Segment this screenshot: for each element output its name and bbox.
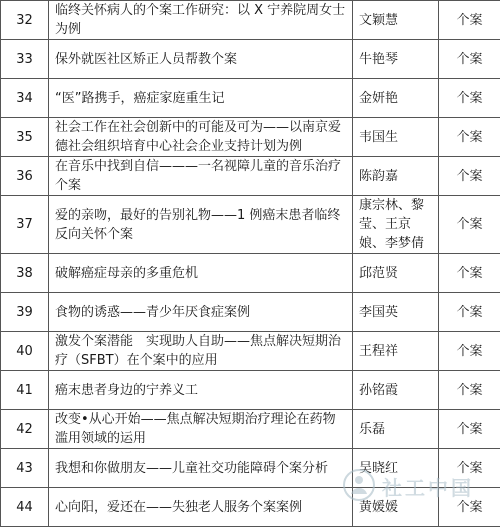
table-row	[1, 118, 500, 157]
row-number: 40	[1, 332, 49, 371]
row-number: 38	[1, 254, 49, 293]
case-type: 个案	[439, 1, 500, 40]
case-type: 个案	[439, 371, 500, 410]
case-title: 我想和你做朋友——儿童社交功能障碍个案分析	[49, 449, 353, 488]
row-number: 35	[1, 118, 49, 157]
case-title: 社会工作在社会创新中的可能及可为——以南京爱德社会组织培育中心社会企业支持计划为例	[49, 118, 353, 157]
case-title: 破解癌症母亲的多重危机	[49, 254, 353, 293]
case-author: 邱范贤	[353, 254, 439, 293]
table-row	[1, 40, 500, 79]
case-author: 孙铭霞	[353, 371, 439, 410]
case-author: 王程祥	[353, 332, 439, 371]
table-row	[1, 254, 500, 293]
case-title: 食物的诱惑——青少年厌食症案例	[49, 293, 353, 332]
case-title: 心向阳，爱还在——失独老人服务个案案例	[49, 488, 353, 527]
table-row	[1, 488, 500, 527]
case-title: 激发个案潜能 实现助人自助——焦点解决短期治疗（SFBT）在个案中的应用	[49, 332, 353, 371]
case-author: 牛艳琴	[353, 40, 439, 79]
case-type: 个案	[439, 118, 500, 157]
row-number: 44	[1, 488, 49, 527]
case-type: 个案	[439, 449, 500, 488]
case-author: 文颖慧	[353, 1, 439, 40]
case-author: 金妍艳	[353, 79, 439, 118]
case-type: 个案	[439, 40, 500, 79]
case-author: 李国英	[353, 293, 439, 332]
case-list-body	[1, 1, 500, 527]
case-type: 个案	[439, 332, 500, 371]
case-title: 爱的亲吻，最好的告别礼物——1 例癌末患者临终反向关怀个案	[49, 196, 353, 254]
case-type: 个案	[439, 79, 500, 118]
case-title: 在音乐中找到自信———一名视障儿童的音乐治疗个案	[49, 157, 353, 196]
row-number: 33	[1, 40, 49, 79]
case-type: 个案	[439, 254, 500, 293]
table-row	[1, 410, 500, 449]
table-row	[1, 157, 500, 196]
row-number: 41	[1, 371, 49, 410]
row-number: 39	[1, 293, 49, 332]
case-author: 康宗林、黎莹、王京娘、李梦倩	[353, 196, 439, 254]
case-title: 改变•从心开始——焦点解决短期治疗理论在药物滥用领域的运用	[49, 410, 353, 449]
watermark-text: 社工中国	[382, 472, 474, 501]
case-type: 个案	[439, 488, 500, 527]
table-row	[1, 196, 500, 254]
row-number: 34	[1, 79, 49, 118]
row-number: 37	[1, 196, 49, 254]
row-number: 36	[1, 157, 49, 196]
table-row	[1, 293, 500, 332]
case-title: 临终关怀病人的个案工作研究：以 X 宁养院周女士为例	[49, 1, 353, 40]
row-number: 32	[1, 1, 49, 40]
case-type: 个案	[439, 157, 500, 196]
case-type: 个案	[439, 410, 500, 449]
table-row	[1, 1, 500, 40]
case-title: “医”路携手，癌症家庭重生记	[49, 79, 353, 118]
case-author: 吴晓红	[353, 449, 439, 488]
table-row	[1, 79, 500, 118]
row-number: 43	[1, 449, 49, 488]
case-author: 乐磊	[353, 410, 439, 449]
table-row	[1, 332, 500, 371]
case-type: 个案	[439, 293, 500, 332]
case-author: 陈韵嘉	[353, 157, 439, 196]
case-title: 癌末患者身边的宁养义工	[49, 371, 353, 410]
table-row	[1, 371, 500, 410]
case-author: 韦国生	[353, 118, 439, 157]
case-author: 黄媛媛	[353, 488, 439, 527]
table-row	[1, 449, 500, 488]
case-type: 个案	[439, 196, 500, 254]
row-number: 42	[1, 410, 49, 449]
case-title: 保外就医社区矫正人员帮教个案	[49, 40, 353, 79]
